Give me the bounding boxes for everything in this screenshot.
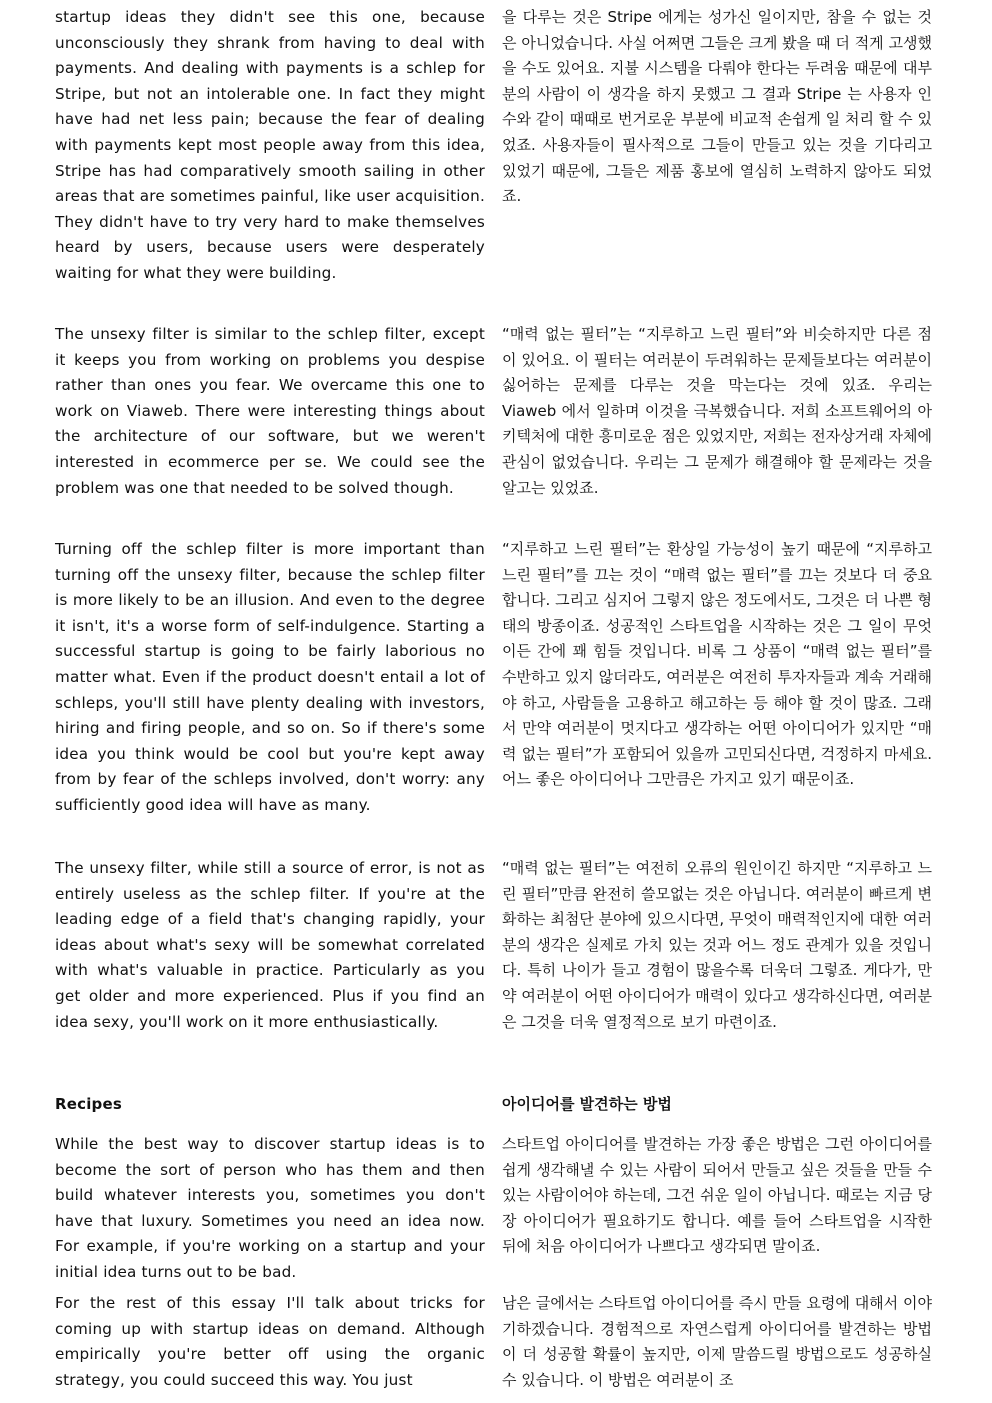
paragraph-rest-of-essay-ko: 남은 글에서는 스타트업 아이디어를 즉시 만들 요령에 대해서 이야기하겠습니다. 경험적으로 자연스럽게 아이디어를 발견하는 방법이 더 성공할 확률이 높지만, 이제 말씀드릴 방법으로도 성공하실 수 있습니다. 이 방법은 여러분이 조 [502,1294,932,1389]
paragraph-unsexy-error-ko: “매력 없는 필터”는 여전히 오류의 원인이긴 하지만 “지루하고 느린 필터”만큼 완전히 쓸모없는 것은 아닙니다. 여러분이 빠르게 변화하는 최첨단 분야에 있으시다면, 무엇이 매력적인지에 대한 여러분의 생각은 실제로 가치 있는 것과 어느 정도 관계가 있을 것입니다. 특히 나이가 들고 경험이 많을수록 더욱더 그렇죠. 게다가, 만약 여러분이 어떤 아이디어가 매력이 있다고 생각하신다면, 여러분은 그것을 더욱 열정적으로 보기 마련이죠. [502,859,932,1031]
paragraph-stripe-schlep-ko: 을 다루는 것은 Stripe 에게는 성가신 일이지만, 참을 수 없는 것은 아니었습니다. 사실 어쩌면 그들은 크게 봤을 때 더 적게 고생했을 수도 있어요. 지불 시스템을 다뤄야 한다는 두려움 때문에 대부분의 사람이 이 생각을 하지 못했고 그 결과 Stripe 는 사용자 인수와 같이 때때로 번거로운 부분에 비교적 손쉽게 일 처리 할 수 있었죠. 사용자들이 필사적으로 그들이 만들고 있는 것을 기다리고 있었기 때문에, 그들은 제품 홍보에 열심히 노력하지 않아도 되었죠. [502,8,932,206]
paragraph-unsexy-error: The unsexy filter, while still a source of error, is not as entirely useless as the schlep filter. If you're at the leading edge of a field that's changing rapidly, your ideas about what's sexy will be somewhat correlated with what's valuable in practice. Particularly as you get older and more experienced. Plus if you find an idea sexy, you'll work on it more enthusiastically. [55,859,485,1031]
paragraph-best-way: While the best way to discover startup ideas is to become the sort of person who has them and then build whatever interests you, sometimes you don't have that luxury. Sometimes you need an idea now. For example, if you're working on a startup and your initial idea turns out to be bad. [55,1135,485,1281]
paragraph-unsexy-filter: The unsexy filter is similar to the schlep filter, except it keeps you from working on problems you despise rather than ones you fear. We overcame this one to work on Viaweb. There were interesting things about the architecture of our software, but we weren't interested in ecommerce per se. We could see the problem was one that needed to be solved though. [55,325,485,497]
paragraph-best-way-ko: 스타트업 아이디어를 발견하는 가장 좋은 방법은 그런 아이디어를 쉽게 생각해낼 수 있는 사람이 되어서 만들고 싶은 것들을 만들 수 있는 사람이어야 하는데, 그건 쉬운 일이 아닙니다. 때로는 지금 당장 아이디어가 필요하기도 합니다. 예를 들어 스타트업을 시작한 뒤에 처음 아이디어가 나쁘다고 생각되면 말이죠. [502,1135,932,1256]
paragraph-unsexy-filter-ko: “매력 없는 필터”는 “지루하고 느린 필터”와 비슷하지만 다른 점이 있어요. 이 필터는 여러분이 두려워하는 문제들보다는 여러분이 싫어하는 문제를 다루는 것을 막는다는 것에 있죠. 우리는 Viaweb 에서 일하며 이것을 극복했습니다. 저희 소프트웨어의 아키텍처에 대한 흥미로운 점은 있었지만, 저희는 전자상거래 자체에 관심이 없었습니다. 우리는 그 문제가 해결해야 할 문제라는 것을 알고는 있었죠. [502,325,932,497]
paragraph-stripe-schlep: startup ideas they didn't see this one, because unconsciously they shrank from having to deal with payments. And dealing with payments is a schlep for Stripe, but not an intolerable one. In fact they might have had net less pain; because the fear of dealing with payments kept most people away from this idea, Stripe has had comparatively smooth sailing in other areas that are sometimes painful, like user acquisition. They didn't have to try very hard to make themselves heard by users, because users were desperately waiting for what they were building. [55,8,485,282]
section-heading-recipes-ko: 아이디어를 발견하는 방법 [502,1095,672,1113]
paragraph-rest-of-essay: For the rest of this essay I'll talk about tricks for coming up with startup ideas on demand. Although empirically you're better off using the organic strategy, you could succeed this way. You just [55,1294,485,1389]
section-heading-recipes: Recipes [55,1095,122,1113]
paragraph-turning-off-schlep: Turning off the schlep filter is more important than turning off the unsexy filter, because the schlep filter is more likely to be an illusion. And even to the degree it isn't, it's a worse form of self-indulgence. Starting a successful startup is going to be fairly laborious no matter what. Even if the product doesn't entail a lot of schleps, you'll still have plenty dealing with investors, hiring and firing people, and so on. So if there's some idea you think would be cool but you're kept away from by fear of the schleps involved, don't worry: any sufficiently good idea will have as many. [55,540,485,814]
paragraph-turning-off-schlep-ko: “지루하고 느린 필터”는 환상일 가능성이 높기 때문에 “지루하고 느린 필터”를 끄는 것이 “매력 없는 필터”를 끄는 것보다 더 중요합니다. 그리고 심지어 그렇지 않은 정도에서도, 그것은 더 나쁜 형태의 방종이죠. 성공적인 스타트업을 시작하는 것은 그 일이 무엇이든 간에 꽤 힘들 것입니다. 비록 그 상품이 “매력 없는 필터”를 수반하고 있지 않더라도, 여러분은 여전히 투자자들과 계속 거래해야 하고, 사람들을 고용하고 해고하는 등 해야 할 것이 많죠. 그래서 만약 여러분이 멋지다고 생각하는 어떤 아이디어가 있지만 “매력 없는 필터”가 포함되어 있을까 고민되신다면, 걱정하지 마세요. 어느 좋은 아이디어나 그만큼은 가지고 있기 때문이죠. [502,540,932,789]
